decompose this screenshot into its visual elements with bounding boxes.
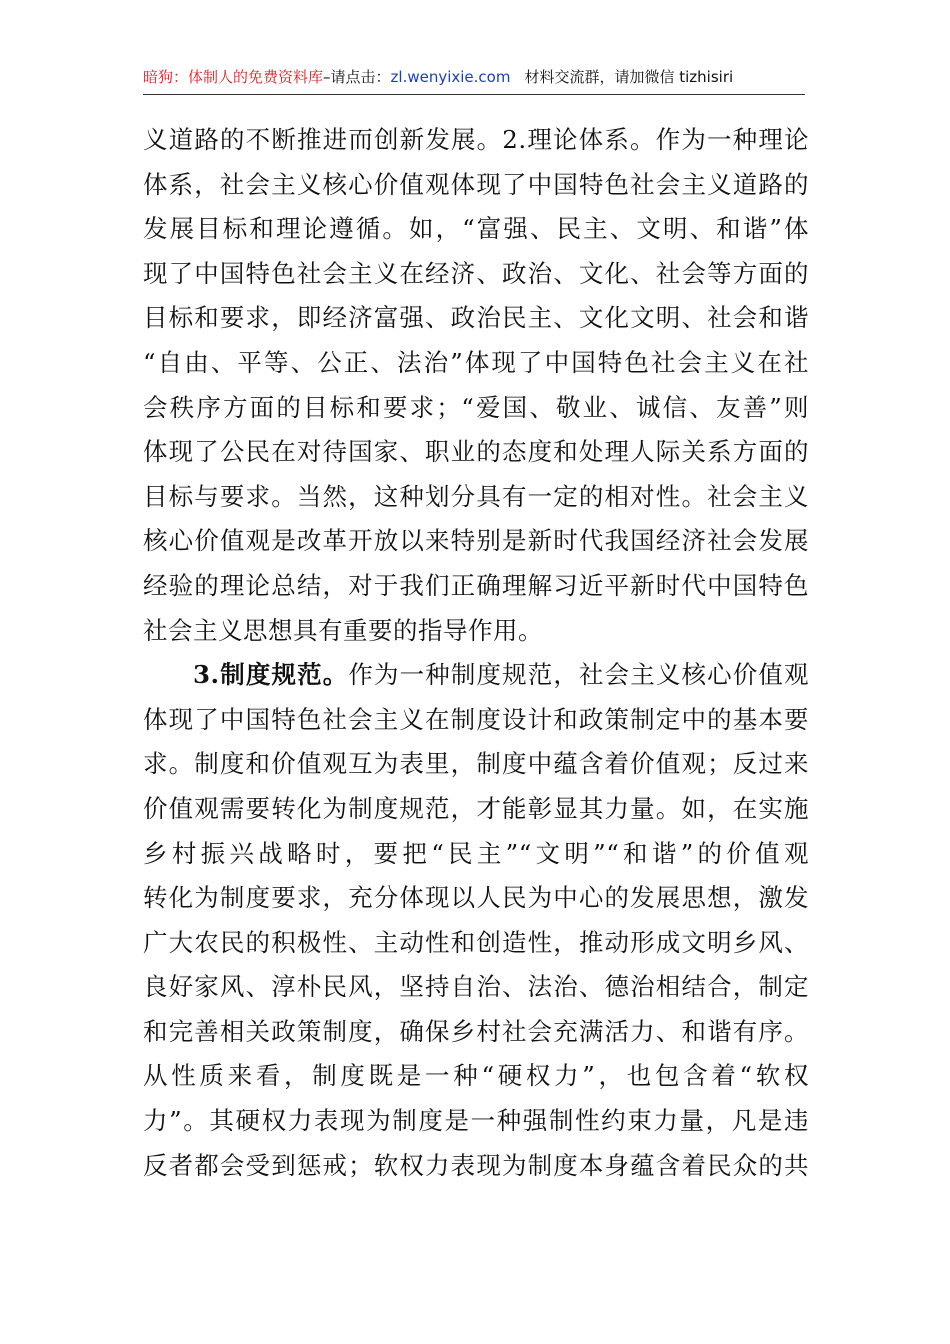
body-line: 会秩序方面的目标和要求；“爱国、敬业、诚信、友善”则 [143,392,809,422]
body-line: 发展目标和理论遵循。如，“富强、民主、文明、和谐”体 [143,214,809,244]
body-line: 力”。其硬权力表现为制度是一种强制性约束力量，凡是违 [143,1106,809,1136]
body-line: 经验的理论总结，对于我们正确理解习近平新时代中国特色 [143,570,809,600]
body-line: 目标与要求。当然，这种划分具有一定的相对性。社会主义 [143,481,809,511]
body-line: 现了中国特色社会主义在经济、政治、文化、社会等方面的 [143,258,809,288]
header-group-info: 材料交流群，请加微信 tizhisiri [524,68,734,86]
body-line: 乡村振兴战略时，要把“民主”“文明”“和谐”的价值观 [143,838,809,868]
body-line: 反者都会受到惩戒；软权力表现为制度本身蕴含着民众的共 [143,1150,809,1180]
body-line: 目标和要求，即经济富强、政治民主、文化文明、社会和谐 [143,303,809,333]
body-line: 价值观需要转化为制度规范，才能彰显其力量。如，在实施 [143,793,809,823]
header-brand: 暗狗：体制人的免费资料库 [143,68,324,86]
section3-first-line [143,653,809,698]
body-line: 体现了中国特色社会主义在制度设计和政策制定中的基本要 [143,704,809,734]
body-line: 社会主义思想具有重要的指导作用。 [143,615,543,645]
body-line: 义道路的不断推进而创新发展。2.理论体系。作为一种理论 [143,125,809,154]
body-line: 广大农民的积极性、主动性和创造性，推动形成文明乡风、 [143,927,809,957]
body-line: 体系，社会主义核心价值观体现了中国特色社会主义道路的 [143,169,809,199]
page-header [143,66,805,95]
header-url-link[interactable]: zl.wenyixie.com [390,68,511,86]
section3-first-line-text: 作为一种制度规范，社会主义核心价值观 [348,660,810,690]
body-line: 转化为制度要求，充分体现以人民为中心的发展思想，激发 [143,883,809,913]
body-line: “自由、平等、公正、法治”体现了中国特色社会主义在社 [143,347,809,377]
body-line: 求。制度和价值观互为表里，制度中蕴含着价值观；反过来 [143,749,809,779]
header-prompt: –请点击： [323,68,391,86]
body-line: 从性质来看，制度既是一种“硬权力”，也包含着“软权 [143,1061,809,1091]
document-body [143,118,809,1188]
body-line: 体现了公民在对待国家、职业的态度和处理人际关系方面的 [143,437,809,467]
body-line: 良好家风、淳朴民风，坚持自治、法治、德治相结合，制定 [143,972,809,1002]
section3-heading: 3.制度规范。 [193,660,349,690]
body-line: 和完善相关政策制度，确保乡村社会充满活力、和谐有序。 [143,1016,809,1046]
body-line: 核心价值观是改革开放以来特别是新时代我国经济社会发展 [143,526,809,556]
